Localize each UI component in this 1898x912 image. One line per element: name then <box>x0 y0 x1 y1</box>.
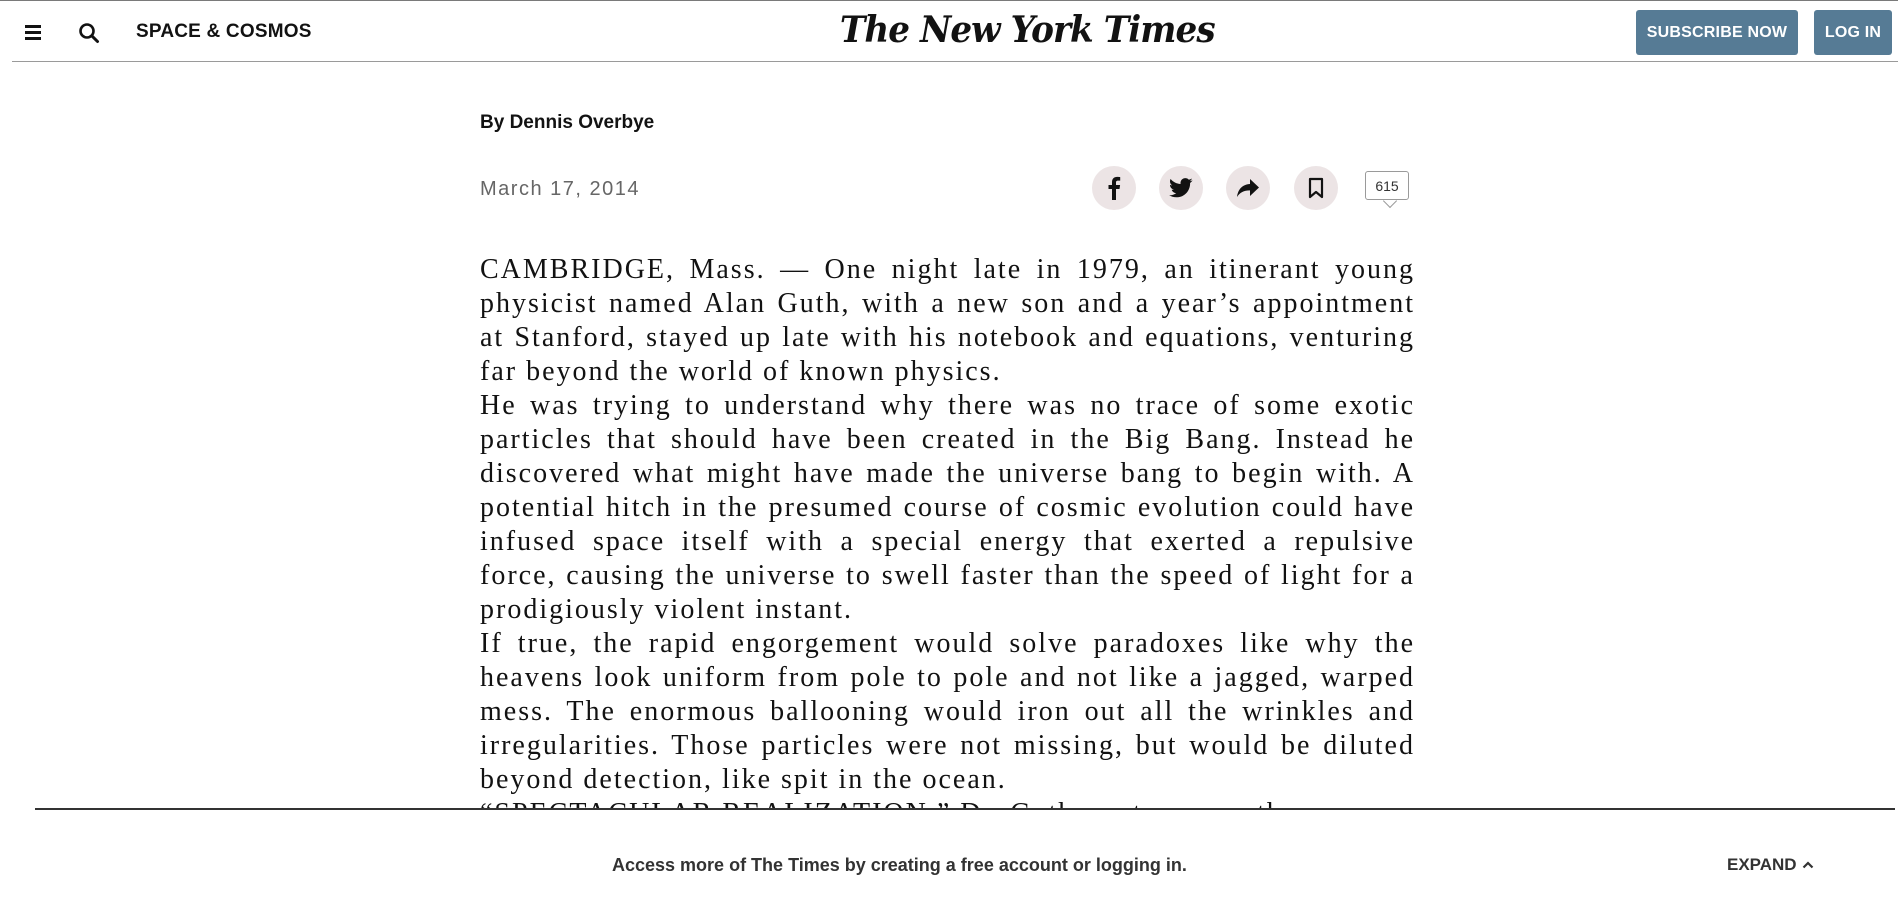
comments-button[interactable] <box>1365 171 1409 203</box>
search-icon[interactable] <box>78 22 100 44</box>
hamburger-menu-icon[interactable] <box>22 22 44 42</box>
article-paragraph: If true, the rapid engorgement would solve paradoxes like why the heavens look uniform from pole to pole and not like a jagged, warped mess. The enormous ballooning would iron out all the wrinkles and irregularities. Those particles were not missing, but would be diluted beyond detection, like spit in the ocean. <box>480 628 1415 795</box>
article-paragraph: He was trying to understand why there was no trace of some exotic particles that should have been created in the Big Bang. Instead he discovered what might have made the universe bang to begin with. A potential hitch in the presumed course of cosmic evolution could have infused space itself with a special energy that exerted a repulsive force, causing the universe to swell faster than the speed of light for a prodigiously violent instant. <box>480 390 1415 625</box>
expand-button[interactable] <box>1727 855 1814 875</box>
facebook-icon <box>1107 176 1121 200</box>
section-name-link[interactable]: SPACE & COSMOS <box>136 21 312 42</box>
registration-banner <box>0 808 1898 912</box>
top-navigation-bar <box>0 0 1898 62</box>
banner-message: Access more of The Times by creating a free account or logging in. <box>612 855 1187 875</box>
share-forward-button[interactable] <box>1226 166 1270 210</box>
chevron-up-icon <box>1802 861 1814 869</box>
nyt-logo[interactable]: The New York Times <box>839 9 1215 51</box>
share-twitter-button[interactable] <box>1159 166 1203 210</box>
article-date: March 17, 2014 <box>480 178 640 200</box>
article-body <box>480 253 1415 809</box>
log-in-button[interactable]: LOG IN <box>1814 10 1892 55</box>
save-bookmark-button[interactable] <box>1294 166 1338 210</box>
subscribe-now-button[interactable]: SUBSCRIBE NOW <box>1636 10 1798 55</box>
article-paragraph: CAMBRIDGE, Mass. — One night late in 1979, an itinerant young physicist named Alan Guth, with a new son and a year’s appointment at Stanford, stayed up late with his notebook and equations, venturing far beyond the world of known physics. <box>480 254 1415 387</box>
header-divider <box>12 61 1898 62</box>
share-arrow-icon <box>1236 178 1260 198</box>
banner-divider <box>35 808 1895 810</box>
twitter-icon <box>1169 178 1193 198</box>
bookmark-icon <box>1308 177 1324 199</box>
article-byline: By Dennis Overbye <box>480 112 655 133</box>
expand-label: EXPAND <box>1727 855 1797 874</box>
comment-count: 615 <box>1365 171 1409 200</box>
share-facebook-button[interactable] <box>1092 166 1136 210</box>
